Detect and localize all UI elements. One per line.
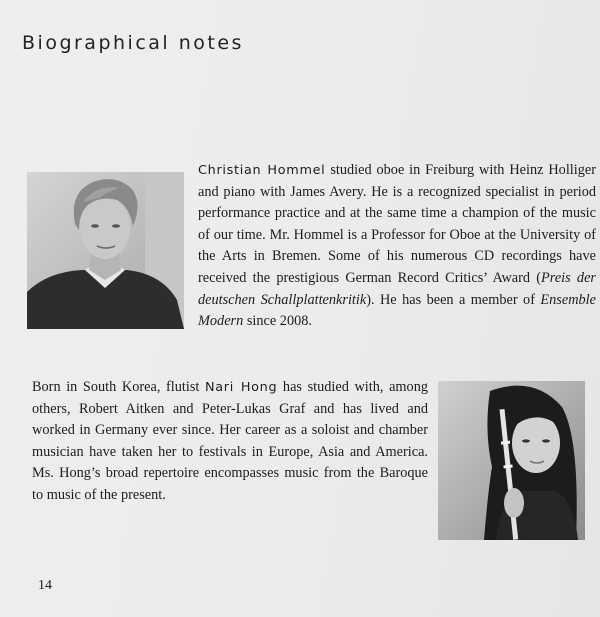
hommel-portrait-photo — [27, 172, 184, 329]
hommel-bio-text-2: ). He has been a member of — [366, 291, 541, 308]
award-title: Preis der deutschen Schallplattenkritik — [198, 269, 596, 308]
hong-portrait-photo — [438, 381, 585, 540]
hong-biography — [32, 377, 428, 507]
page-heading: Biographical notes — [22, 32, 244, 54]
hong-name: Nari Hong — [204, 380, 278, 395]
hong-portrait-image — [438, 381, 585, 540]
hommel-biography — [198, 160, 596, 333]
ensemble-name: Ensemble Modern — [198, 291, 596, 330]
hommel-bio-text-1: studied oboe in Freiburg with Heinz Holliger and piano with James Avery. He is a recognized specialist in period performance practice and at the same time a champion of the music of our time. Mr. Hommel is a Professor for Oboe at the University of the Arts in Bremen. Some of his numerous CD recordings have received the prestigious German Record Critics’ Award ( — [198, 162, 596, 286]
hommel-bio-text-3: since 2008. — [243, 313, 312, 330]
page-number: 14 — [38, 578, 52, 593]
hong-bio-text-1: has studied with, among others, Robert Aitken and Peter-Lukas Graf and has lived and worked in Germany ever since. Her career as a soloist and chamber musician have taken her to festivals in Europe, Asia and America. Ms. Hong’s broad repertoire encompasses music from the Baroque to music of the present. — [32, 379, 428, 503]
hong-bio-prefix: Born in South Korea, flutist — [32, 379, 205, 395]
hommel-name: Christian Hommel — [198, 163, 326, 178]
hommel-portrait-image — [27, 172, 184, 329]
